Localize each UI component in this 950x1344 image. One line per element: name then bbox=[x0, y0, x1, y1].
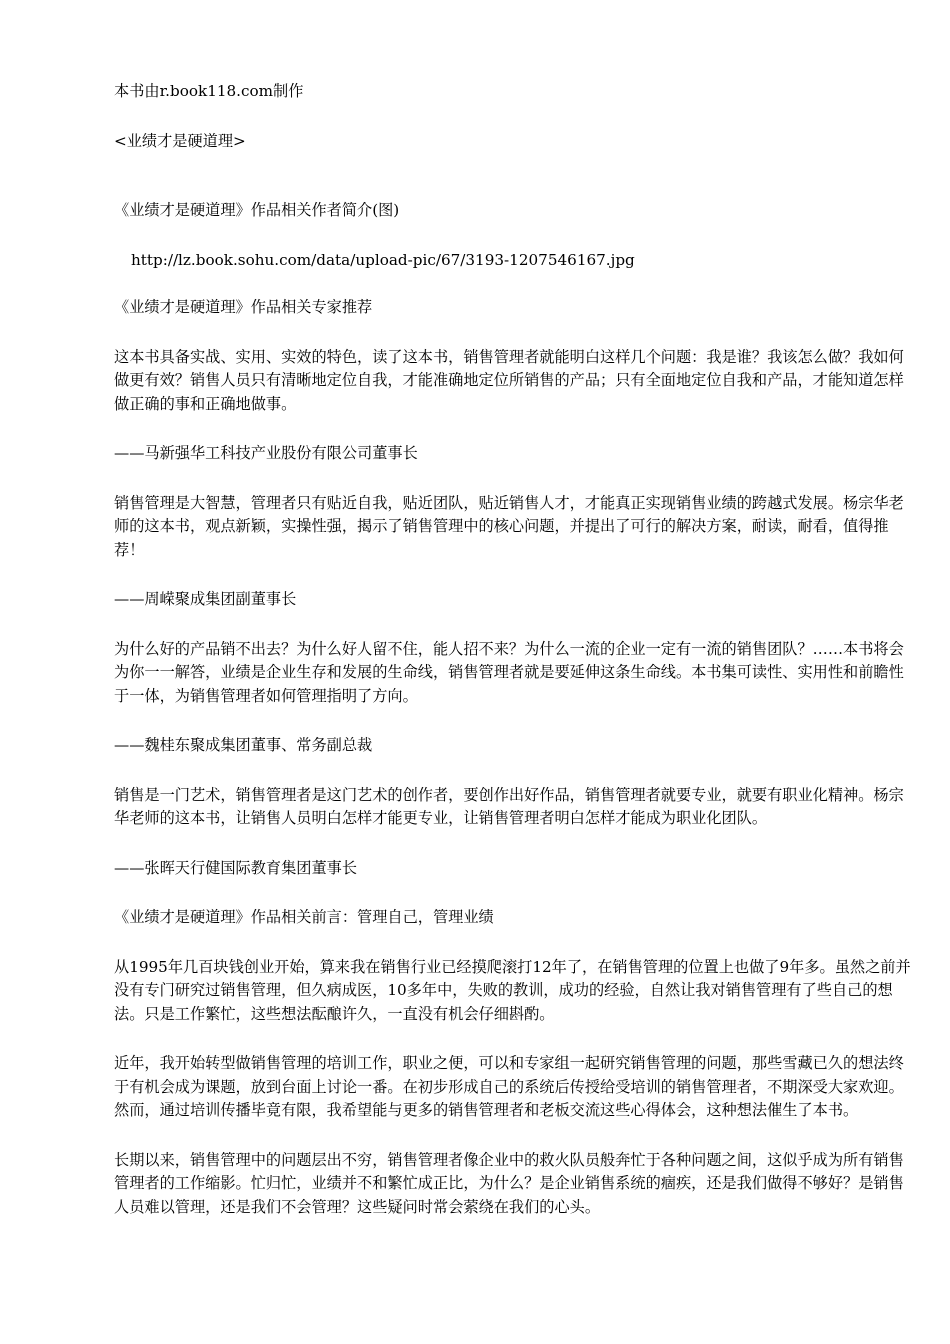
expert-heading: 《业绩才是硬道理》作品相关专家推荐 bbox=[114, 298, 373, 316]
recommendation-signature: ——马新强华工科技产业股份有限公司董事长 bbox=[114, 444, 418, 462]
preface-paragraph: 近年，我开始转型做销售管理的培训工作，职业之便，可以和专家组一起研究销售管理的问题，那些雪藏已久的想法终于有机会成为课题，放到台面上讨论一番。在初步形成自己的系统后传授给受培训的销售管理者，不期深受大家欢迎。然而，通过培训传播毕竟有限，我希望能与更多的销售管理者和老板交流这些心得体会，这种想法催生了本书。 bbox=[114, 1054, 904, 1119]
image-url-link[interactable]: http://lz.book.sohu.com/data/upload-pic/67/3193-1207546167.jpg bbox=[131, 250, 635, 269]
recommendation-text: 销售管理是大智慧，管理者只有贴近自我，贴近团队，贴近销售人才，才能真正实现销售业绩的跨越式发展。杨宗华老师的这本书，观点新颖，实操性强，揭示了销售管理中的核心问题，并提出了可行的解决方案，耐读，耐看，值得推荐！ bbox=[114, 493, 904, 559]
recommendation-signature: ——魏桂东聚成集团董事、常务副总裁 bbox=[114, 736, 373, 754]
header-line: 本书由r.book118.com制作 bbox=[114, 82, 304, 100]
preface-paragraph: 长期以来，销售管理中的问题层出不穷，销售管理者像企业中的救火队员般奔忙于各种问题之间，这似乎成为所有销售管理者的工作缩影。忙归忙，业绩并不和繁忙成正比，为什么？是企业销售系统的痼疾，还是我们做得不够好？是销售人员难以管理，还是我们不会管理？这些疑问时常会萦绕在我们的心头。 bbox=[114, 1150, 904, 1216]
spacer bbox=[114, 179, 914, 199]
preface-heading: 《业绩才是硬道理》作品相关前言：管理自己，管理业绩 bbox=[114, 908, 494, 926]
recommendation-signature: ——周嵘聚成集团副董事长 bbox=[114, 590, 297, 608]
document-page bbox=[114, 80, 914, 1245]
author-intro-heading: 《业绩才是硬道理》作品相关作者简介(图) bbox=[114, 201, 400, 219]
recommendation-text: 为什么好的产品销不出去？为什么好人留不住，能人招不来？为什么一流的企业一定有一流的销售团队？……本书将会为你一一解答，业绩是企业生存和发展的生命线，销售管理者就是要延伸这条生命线。本书集可读性、实用性和前瞻性于一体，为销售管理者如何管理指明了方向。 bbox=[114, 639, 904, 705]
recommendation-signature: ——张晖天行健国际教育集团董事长 bbox=[114, 858, 357, 877]
preface-paragraph: 从1995年几百块钱创业开始，算来我在销售行业已经摸爬滚打12年了，在销售管理的位置上也做了9年多。虽然之前并没有专门研究过销售管理，但久病成医，10多年中，失败的教训，成功的经验，自然让我对销售管理有了些自己的想法。只是工作繁忙，这些想法酝酿许久，一直没有机会仔细斟酌。 bbox=[114, 957, 911, 1023]
book-title-tag: <业绩才是硬道理> bbox=[114, 131, 246, 150]
recommendation-text: 这本书具备实战、实用、实效的特色，读了这本书，销售管理者就能明白这样几个问题：我是谁？我该怎么做？我如何做更有效？销售人员只有清晰地定位自我，才能准确地定位所销售的产品；只有全面地定位自我和产品，才能知道怎样做正确的事和正确地做事。 bbox=[114, 347, 904, 413]
recommendation-text: 销售是一门艺术，销售管理者是这门艺术的创作者，要创作出好作品，销售管理者就要专业，就要有职业化精神。杨宗华老师的这本书，让销售人员明白怎样才能更专业，让销售管理者明白怎样才能成为职业化团队。 bbox=[114, 785, 904, 827]
